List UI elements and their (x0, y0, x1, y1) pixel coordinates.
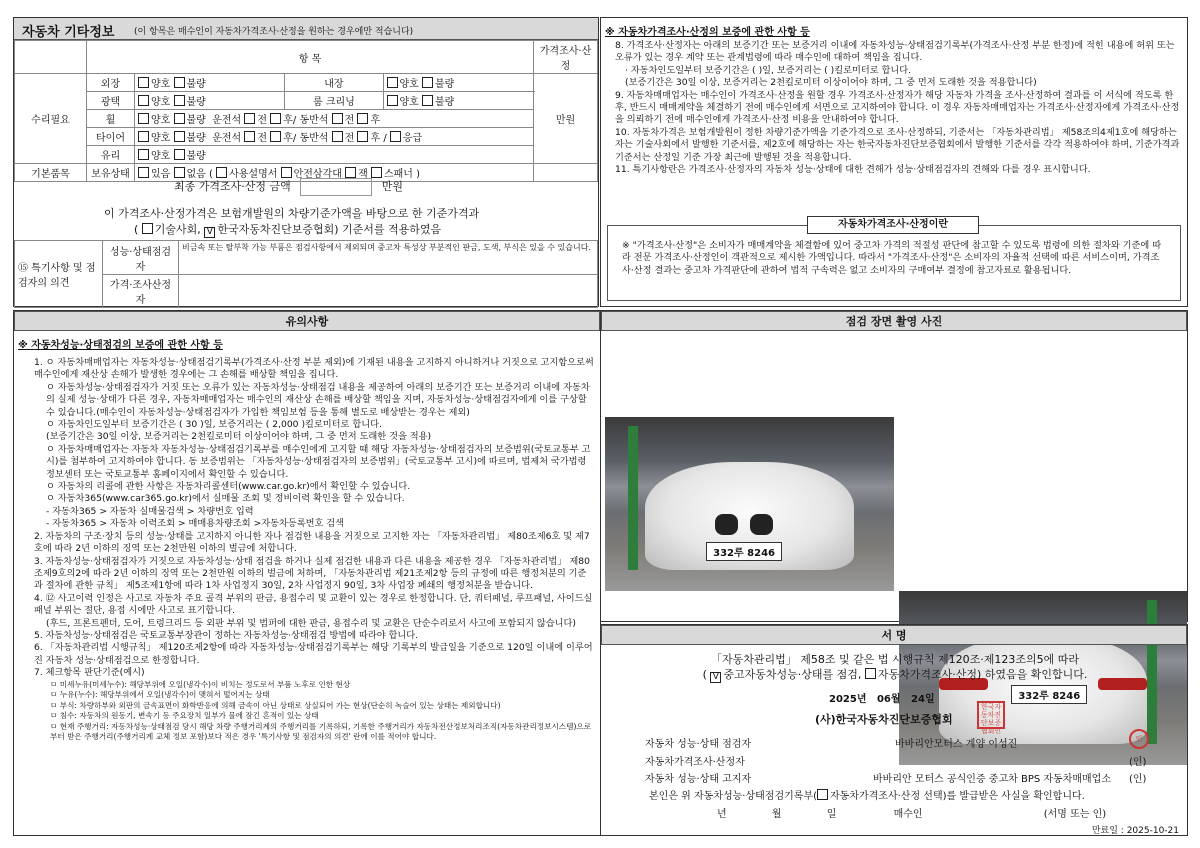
basic-items-label: 기본품목 (15, 164, 87, 182)
notes-heading: ※ 자동차성능·상태점검의 보증에 관한 사항 등 (18, 340, 223, 351)
signature-line1: 「자동차관리법」 제58조 및 같은 법 시행규칙 제120조·제123조의5에 따라 (711, 653, 1079, 666)
item-8-sub1: · 자동차인도일부터 보증기간은 ( )일, 보증거리는 ( )킬로미터로 합니다. (625, 64, 912, 76)
note-line: 5. 자동차성능·상태점검은 국토교통부장관이 정하는 자동차성능·상태점검 방법에 따라야 합니다. (34, 629, 419, 641)
interior-bad-checkbox[interactable] (422, 77, 433, 88)
price-guarantee-section (600, 17, 1188, 307)
signature-org: (사)한국자동차진단보증협회 (815, 713, 953, 726)
wheel-good-checkbox[interactable] (138, 113, 149, 124)
glass-bad-checkbox[interactable] (174, 149, 185, 160)
other-info-subtitle: (이 항목은 매수인이 자동차가격조사·산정을 원하는 경우에만 적습니다) (134, 27, 414, 37)
tire-passenger-front-checkbox[interactable] (332, 131, 343, 142)
note-line: (보증기간은 30일 이상, 보증거리는 2천킬로미터 이상이어야 하며, 그 중 먼저 도래한 것을 적용) (46, 431, 432, 443)
item-9: 9. 자동차매매업자는 매수인이 가격조사·산정을 원할 경우 가격조사·산정자가 해당 자동차 가격을 조사·산정하여 결과를 이 서식에 적도록 한 후, 반드시 매매계약을 체결하기 전에 매수인에게 서면으로 고지하여야 합니다. 이 경우 자동차매매업자는 가격조사·산정자에게 가격조사·산정을 의뢰하기 전에 매수인에게 가격조사·산정 비용을 안내하여야 합니다. (615, 89, 1180, 126)
wheel-driver-rear-checkbox[interactable] (270, 113, 281, 124)
possession-none-checkbox[interactable] (174, 167, 185, 178)
jack-checkbox[interactable] (345, 167, 356, 178)
perf-note: 비금속 또는 탈부착 가능 부품은 점검사항에서 제외되며 중고차 특성상 부분적인 판금, 도색, 부식은 있을 수 있습니다. (179, 241, 598, 275)
row-room-cleaning: 룸 크리닝 (285, 92, 383, 110)
signature-title: 서 명 (601, 625, 1187, 645)
notes-section (13, 310, 601, 836)
org-seal: 한국자동차진단보증협회인 (977, 701, 1005, 729)
tire-emergency-checkbox[interactable] (390, 131, 401, 142)
price-inspector-note[interactable] (179, 275, 598, 308)
note-line: - 자동차365 > 자동차 이력조회 > 매매용차량조회 >자동차등록번호 검색 (46, 518, 345, 530)
definition-box-title: 자동차가격조사·산정이란 (807, 216, 979, 234)
note-line: ㅁ 침수: 자동차의 원동기, 변속기 등 주요장치 일부가 물에 잠긴 흔적이 있는 상태 (50, 711, 319, 721)
kisulsa-checkbox[interactable] (142, 223, 153, 234)
sig-name-2: 바바리안 모터스 공식인증 중고차 BPS 자동차매매업소 (873, 774, 1111, 785)
glass-good-checkbox[interactable] (138, 149, 149, 160)
rear-plate: 332루 8246 (1011, 685, 1087, 704)
interior-good-checkbox[interactable] (387, 77, 398, 88)
tire-driver-rear-checkbox[interactable] (270, 131, 281, 142)
photo-title: 점검 장면 촬영 사진 (601, 311, 1187, 331)
receipt-line: 본인은 위 자동차성능·상태점검기록부( 자동차가격조사·산정 선택)를 발급받은 사실을 확인합니다. (649, 791, 1085, 802)
price-guarantee-items (615, 40, 1181, 176)
final-price-unit: 만원 (381, 180, 404, 193)
notes-title: 유의사항 (14, 311, 600, 331)
basis-line2: ( 기술사회, V 한국자동차진단보증협회) 기준서를 적용하였음 (134, 223, 442, 237)
kaa-checkbox[interactable]: V (204, 227, 215, 238)
buyer-sign-field[interactable]: (서명 또는 인) (1043, 809, 1107, 820)
note-line: 6. 「자동차관리법 시행규칙」 제120조제2항에 따라 자동차성능·상태점검기록부는 해당 기록부의 발급일을 기준으로 120일 이내에 이루어진 자동차 성능·상태점검으로 한정합니다. (34, 642, 593, 666)
note-line: 1. ㅇ 자동차매매업자는 자동차성능·상태점검기록부(가격조사·산정 부분 제외)에 기재된 내용을 고지하지 아니하거나 거짓으로 고지함으로써 매수인에게 재산상 손해가 발생한 경우에는 그 손해를 배상할 책임을 집니다. (34, 357, 594, 381)
tire-passenger-rear-checkbox[interactable] (357, 131, 368, 142)
tire-good-checkbox[interactable] (138, 131, 149, 142)
buyer-line: 년 월 일 매수인 (서명 또는 인) (717, 809, 1107, 820)
sig-mark-2: (인) (1129, 774, 1147, 785)
wheel-passenger-front-checkbox[interactable] (332, 113, 343, 124)
row-wheel: 휠 (87, 110, 135, 128)
price-guarantee-title: ※ 자동차가격조사·산정의 보증에 관한 사항 등 (605, 27, 810, 38)
sig-label-2: 자동차 성능·상태 고지자 (645, 774, 752, 785)
note-line: 7. 체크항목 판단기준(예시) (34, 667, 145, 679)
note-line: ㅁ 미세누유(미세누수): 해당부위에 오일(냉각수)이 비치는 정도로서 부품 노후로 인한 현상 (50, 679, 351, 689)
row-gloss: 광택 (87, 92, 135, 110)
cleaning-bad-checkbox[interactable] (422, 95, 433, 106)
perf-check-checkbox[interactable]: V (710, 672, 721, 683)
final-price-row (174, 178, 474, 196)
note-line: ㅇ 자동차매매업자는 자동차 자동차성능·상태점검기록부를 매수인에게 고지할 때 해당 자동차성능·상태점검자의 보증범위(국토교통부 고시)를 첨부하여 고지하여야 합니다. 동 보증범위는 「자동차성능·상태점검자의 보증범위」(국토교통부 고시)에 따르며, 법제처 국가법령정보센터 또는 국토교통부 홈페이지에서 확인할 수 있습니다. (46, 443, 591, 480)
note-line: ㅁ 누유(누수): 해당부위에서 오일(냉각수)이 맺혀서 떨어지는 상태 (50, 690, 270, 700)
exterior-bad-checkbox[interactable] (174, 77, 185, 88)
sig-name-0: 바바리안모터스 계양 이성진 (895, 739, 1018, 750)
signature-date: 2025년 06월 24일 (829, 694, 935, 705)
item-11: 11. 특기사항란은 가격조사·산정자의 자동차 성능·상태에 대한 견해가 성능·상태점검자의 견해와 다를 경우 표시합니다. (615, 164, 1091, 176)
other-info-section (13, 17, 599, 307)
price-unit: 만원 (534, 74, 598, 164)
notes-list (34, 357, 594, 743)
price-inspector-label: 가격·조사산정자 (103, 275, 179, 308)
note-line: 4. ⑫ 사고이력 인정은 사고로 자동차 주요 골격 부위의 판금, 용접수리 및 교환이 있는 경우로 한정합니다. 단, 쿼터패널, 루프패널, 사이드실패널 부위는 절단, 용접 시에만 사고로 표기합니다. (34, 592, 593, 617)
wheel-passenger-rear-checkbox[interactable] (357, 113, 368, 124)
exterior-good-checkbox[interactable] (138, 77, 149, 88)
note-line: - 자동차365 > 자동차 실매물검색 > 차량번호 입력 (46, 505, 254, 517)
repair-table: 항 목 가격조사·산정 수리필요 외장 양호 불량 내장 양호 불량 만원 광택 양호 불량 룸 크리닝 양호 불량 휠 양호 불량 운전석 전 후/ 동반석 전 후 타이어 양호 불량 운전석 전 후/ 동반석 전 후 / 응급 유리 양호 불량 기본품목 보유상태 있음 없음 ( 사용설명서 안전삼각대 잭 스패너 ) (14, 40, 598, 182)
possession-label: 보유상태 (87, 164, 135, 182)
definition-text: ※ "가격조사·산정"은 소비자가 매매계약을 체결함에 있어 중고차 가격의 적절성 판단에 참고할 수 있도록 법령에 의한 절차와 기준에 따라 전문 가격조사·산정인이 객관적으로 제시한 가액입니다. 따라서 "가격조사·산정"은 소비자의 자율적 선택에 따른 서비스이며, 가격조사·산정 결과는 중고차 가격판단에 관하여 법적 구속력은 없고 소비자의 구매여부 결정에 참고자료로 활용됩니다. (622, 240, 1162, 276)
front-photo (605, 417, 894, 591)
note-line: (후드, 프론트펜더, 도어, 트렁크리드 등 외판 부위 및 범퍼에 대한 판금, 용접수리 및 교환은 단순수리로서 사고에 포함되지 않습니다) (46, 617, 577, 629)
note-line: ㅇ 자동차성능·상태점검자가 거짓 또는 오류가 있는 자동차성능·상태점검 내용을 제공하여 아래의 보증기간 또는 보증거리 이내에 자동차의 실제 성능·상태가 다른 경우, 자동차매매업자는 매수인의 재산상 손해를 배상할 책임을 지며, 자동차성능·상태점검자에게 이를 구상할 수 있습니다.(매수인이 자동차성능·상태점검자가 가입한 책임보험 등을 통해 별도로 배상받는 경우는 제외) (46, 381, 590, 418)
row-glass: 유리 (87, 146, 135, 164)
special-label: ⑮ 특기사항 및 점검자의 의견 (15, 241, 103, 308)
gloss-good-checkbox[interactable] (138, 95, 149, 106)
note-line: ㅇ 자동차의 리콜에 관한 사항은 자동차리콜센터(www.car.go.kr)에서 확인할 수 있습니다. (46, 481, 411, 493)
final-price-label: 최종 가격조사·산정 금액 (174, 180, 291, 193)
final-price-input[interactable] (300, 178, 372, 196)
gloss-bad-checkbox[interactable] (174, 95, 185, 106)
wheel-driver-front-checkbox[interactable] (244, 113, 255, 124)
row-exterior: 외장 (87, 74, 135, 92)
note-line: ㅁ 현재 주행거리: 자동차성능·상태점검 당시 해당 차량 주행거리계의 주행거리를 기록하되, 기록한 주행거리가 자동차전산정보처리조직(자동차관리정보시스템)으로부터 받은 주행거리(주행거리계 교체 정보 포함)보다 적은 경우 '특기사항 및 점검자의 의견' 란에 이를 적어야 합니다. (50, 721, 592, 742)
sig-label-1: 자동차가격조사·산정자 (645, 757, 745, 768)
sig-label-0: 자동차 성능·상태 점검자 (645, 739, 752, 750)
group-repair: 수리필요 (15, 74, 87, 164)
item-8-sub2: (보증기간은 30일 이상, 보증거리는 2천킬로미터 이상이어야 하며, 그 중 먼저 도래한 것을 적용합니다) (625, 77, 1037, 89)
col-price: 가격조사·산정 (534, 41, 598, 74)
expiry-date: 만료일 : 2025-10-21 (1091, 826, 1179, 836)
buyer-label: 매수인 (893, 809, 923, 820)
tire-driver-front-checkbox[interactable] (244, 131, 255, 142)
item-10: 10. 자동차가격은 보험개발원이 정한 차량기준가액을 기준가격으로 조사·산정하되, 기준서는 「자동차관리법」 제58조의4제1호에 해당하는 자는 기술사회에서 발행한 기준서를, 제2호에 해당하는 자는 한국자동차진단보증협회에서 발행한 기준서를 각각 적용하여야 하며, 기준가격과 기준서는 산정일 기준 가장 최근에 발행된 것을 적용합니다. (615, 126, 1180, 163)
special-notes-table (14, 240, 598, 308)
front-plate: 332루 8246 (706, 542, 782, 561)
possession-have-checkbox[interactable] (138, 167, 149, 178)
note-line: 2. 자동차의 구조·장치 등의 성능·상태를 고지하지 아니한 자나 점검한 내용을 거짓으로 고지한 자는 「자동차관리법」 제80조제6호 및 제7호에 따라 2년 이하의 징역 또는 2천만원 이하의 벌금에 처합니다. (34, 530, 590, 555)
perf-inspector-label: 성능·상태점검자 (103, 241, 179, 275)
note-line: ㅇ 자동차365(www.car365.go.kr)에서 실매물 조회 및 정비이력 확인을 할 수 있습니다. (46, 493, 405, 505)
col-item: 항 목 (87, 41, 534, 74)
tire-bad-checkbox[interactable] (174, 131, 185, 142)
wheel-bad-checkbox[interactable] (174, 113, 185, 124)
price-check-checkbox[interactable] (865, 668, 876, 679)
other-info-title: 자동차 기타정보 (22, 25, 115, 40)
definition-box (607, 225, 1181, 301)
other-info-header (14, 18, 598, 40)
manual-checkbox[interactable] (216, 167, 227, 178)
note-line: ㅇ 자동차인도일부터 보증기간은 ( 30 )일, 보증거리는 ( 2,000 )킬로미터로 합니다. (46, 419, 382, 431)
row-interior: 내장 (285, 74, 383, 92)
triangle-checkbox[interactable] (281, 167, 292, 178)
signature-section (600, 624, 1188, 836)
sig-mark-1: (인) (1129, 757, 1147, 768)
spanner-checkbox[interactable] (371, 167, 382, 178)
cleaning-good-checkbox[interactable] (387, 95, 398, 106)
receipt-price-checkbox[interactable] (817, 789, 828, 800)
item-8: 8. 가격조사·산정자는 아래의 보증기간 또는 보증거리 이내에 자동차성능·상태점검기록부(가격조사·산정 부분 한정)에 적힌 내용에 허위 또는 오류가 있는 경우 계약 또는 관계법령에 따라 매수인에 대하여 책임을 집니다. (615, 40, 1175, 64)
inspector-seal: 인 (1129, 729, 1149, 749)
row-tire: 타이어 (87, 128, 135, 146)
basis-line1: 이 가격조사·산정가격은 보험개발원의 차량기준가액을 바탕으로 한 기준가격과 (104, 207, 480, 220)
signature-line2: ( V 중고자동차성능·상태를 점검, 자동차가격조사·산정) 하였음을 확인합니다. (702, 668, 1088, 682)
note-line: ㅁ 부식: 차량하부와 외판의 금속표면이 화학반응에 의해 금속이 아닌 상태로 상실되어 가는 현상(단순히 녹슬어 있는 상태는 제외합니다) (50, 700, 501, 710)
note-line: 3. 자동차성능·상태점검자가 거짓으로 자동차성능·상태 점검을 하거나 실제 점검한 내용과 다른 내용을 제공한 경우 「자동차관리법」 제80조제9호의2에 따라 2년 이하의 징역 또는 2천만원 이하의 벌금에 처하며, 「자동차관리법 제21조제2항 등의 규정에 따른 행정처분의 기준과 절차에 관한 규칙」 제5조제1항에 따라 1차 사업정지 30일, 2차 사업정지 90일, 3차 사업장 폐쇄의 행정처분을 받습니다. (34, 555, 590, 592)
